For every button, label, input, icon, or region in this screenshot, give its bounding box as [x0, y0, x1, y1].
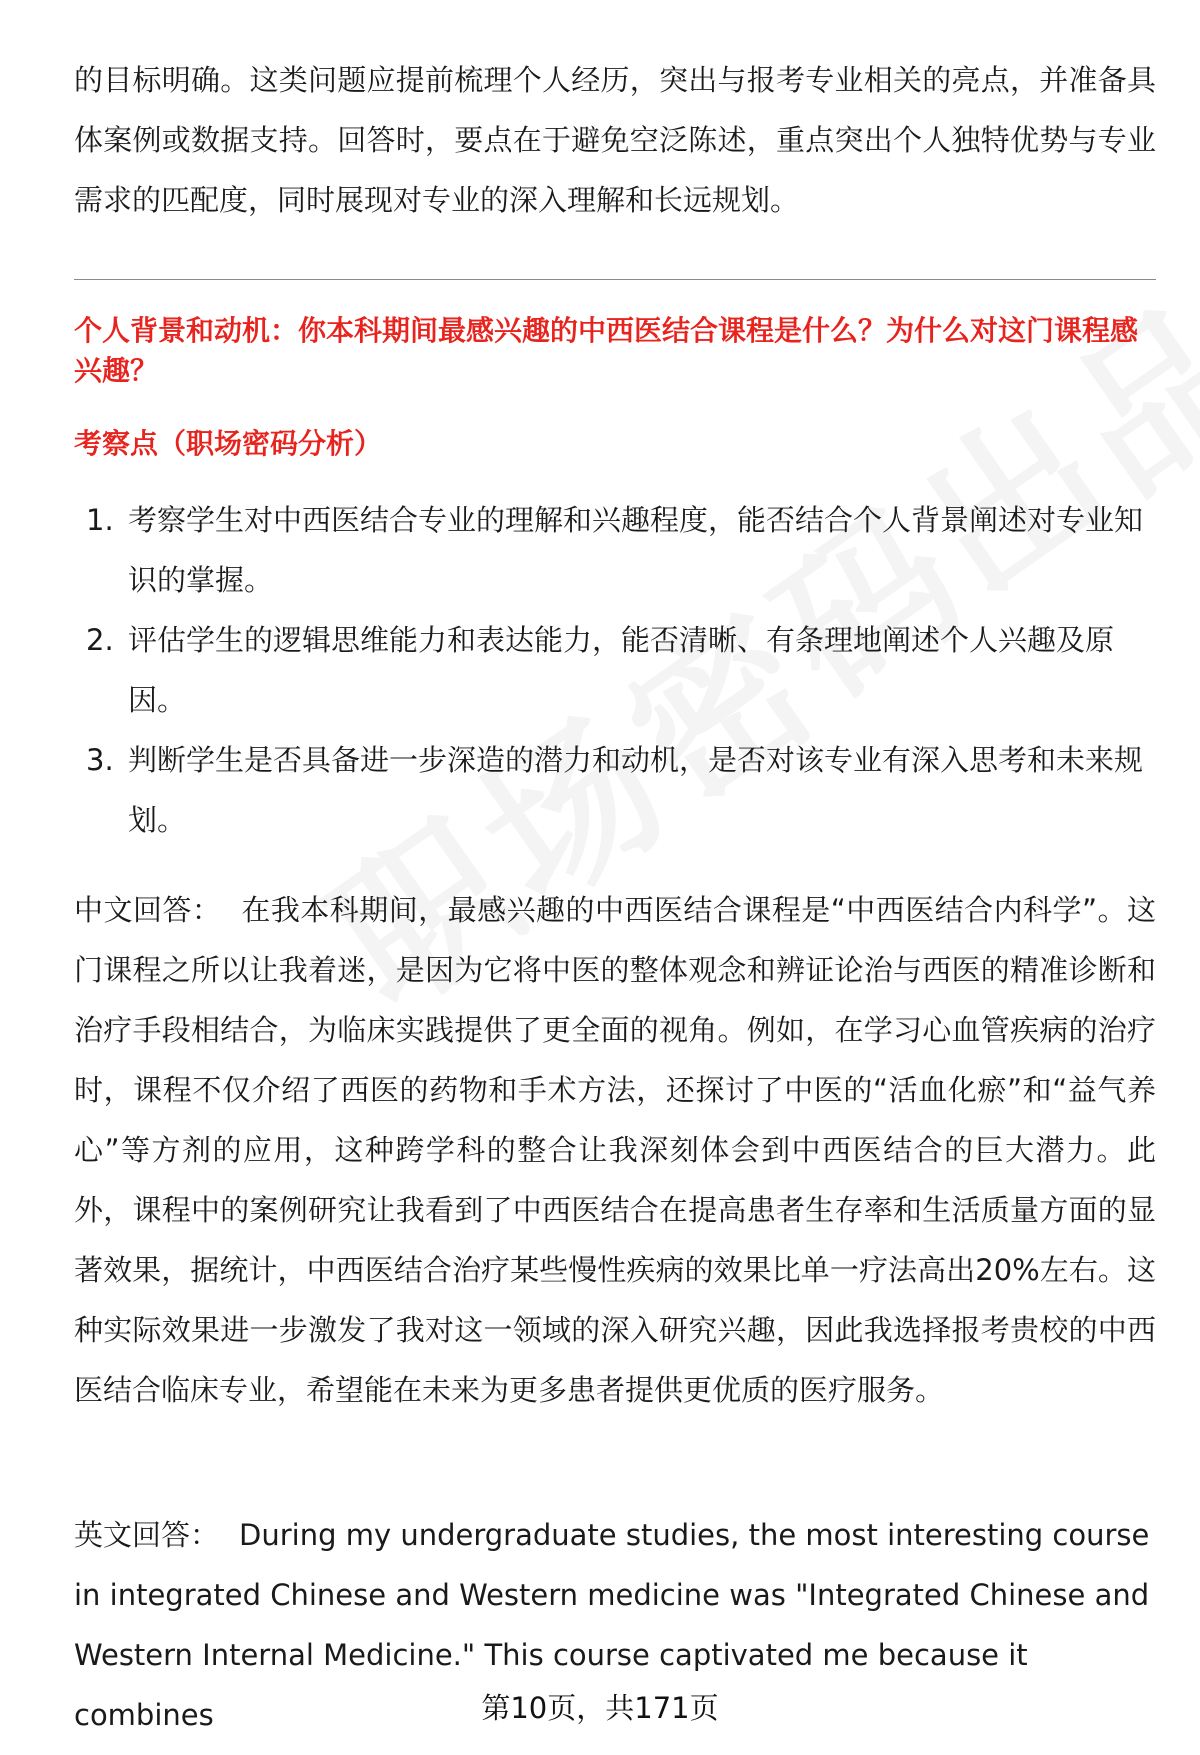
- chinese-answer-label: 中文回答：: [74, 893, 222, 927]
- section-title: 考察点（职场密码分析）: [74, 427, 383, 460]
- list-item-number: 1.: [86, 503, 114, 537]
- list-item-text: 判断学生是否具备进一步深造的潜力和动机，是否对该专业有深入思考和未来规划。: [128, 743, 1144, 837]
- list-item: [74, 610, 1156, 730]
- assessment-points-list: [74, 490, 1156, 850]
- english-answer-text: During my undergraduate studies, the most interesting course in integrated Chinese and Western medicine was "Integrated Chinese and Western Internal Medicine." This course captivated me because it combines: [74, 1518, 1150, 1732]
- page-footer: 第10页，共171页: [481, 1691, 719, 1725]
- list-item-number: 3.: [86, 743, 114, 777]
- list-item: [74, 730, 1156, 850]
- english-answer-label: 英文回答：: [74, 1518, 220, 1552]
- list-item-text: 考察学生对中西医结合专业的理解和兴趣程度，能否结合个人背景阐述对专业知识的掌握。: [128, 503, 1144, 597]
- intro-paragraph: 的目标明确。这类问题应提前梳理个人经历，突出与报考专业相关的亮点，并准备具体案例或数据支持。回答时，要点在于避免空泛陈述，重点突出个人独特优势与专业需求的匹配度，同时展现对专业的深入理解和长远规划。: [74, 63, 1156, 217]
- question-heading: 个人背景和动机：你本科期间最感兴趣的中西医结合课程是什么？为什么对这门课程感兴趣？: [74, 314, 1139, 387]
- list-item-text: 评估学生的逻辑思维能力和表达能力，能否清晰、有条理地阐述个人兴趣及原因。: [128, 623, 1115, 717]
- intro-section: [74, 50, 1156, 230]
- chinese-answer-text: 在我本科期间，最感兴趣的中西医结合课程是“中西医结合内科学”。这门课程之所以让我着迷，是因为它将中医的整体观念和辨证论治与西医的精准诊断和治疗手段相结合，为临床实践提供了更全面的视角。例如，在学习心血管疾病的治疗时，课程不仅介绍了西医的药物和手术方法，还探讨了中医的“活血化瘀”和“益气养心”等方剂的应用，这种跨学科的整合让我深刻体会到中西医结合的巨大潜力。此外，课程中的案例研究让我看到了中西医结合在提高患者生存率和生活质量方面的显著效果，据统计，中西医结合治疗某些慢性疾病的效果比单一疗法高出20%左右。这种实际效果进一步激发了我对这一领域的深入研究兴趣，因此我选择报考贵校的中西医结合临床专业，希望能在未来为更多患者提供更优质的医疗服务。: [74, 893, 1156, 1407]
- list-item-number: 2.: [86, 623, 114, 657]
- chinese-answer: [74, 880, 1156, 1420]
- section-divider: [74, 279, 1156, 280]
- list-item: [74, 490, 1156, 610]
